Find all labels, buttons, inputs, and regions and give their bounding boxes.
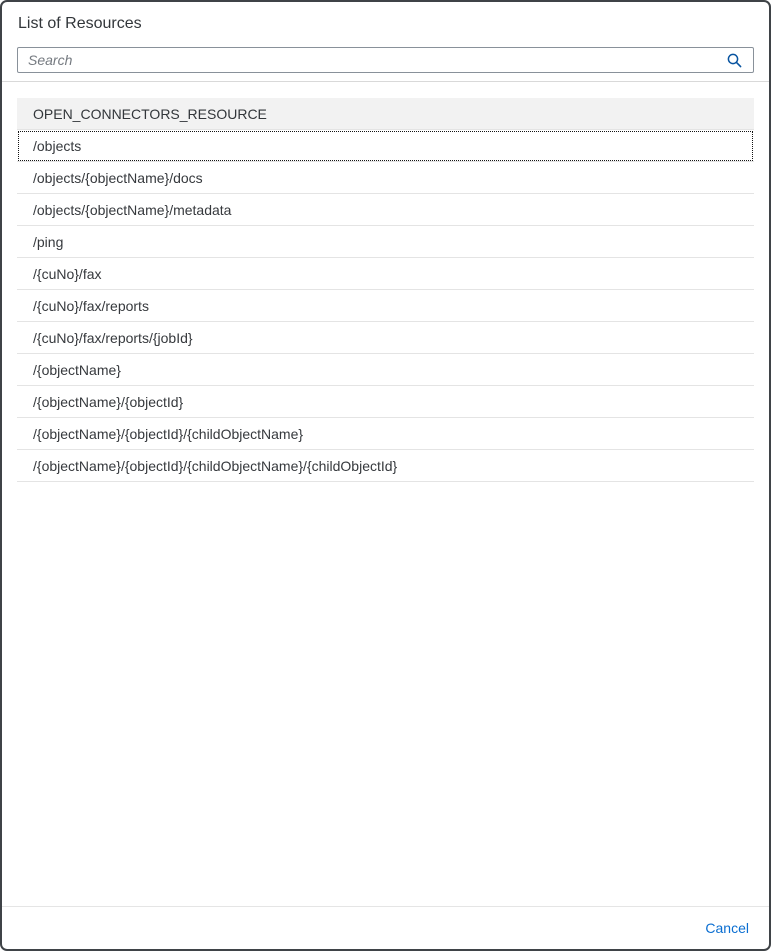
resource-path-label: /{cuNo}/fax: [33, 265, 102, 282]
resource-table: [2, 82, 769, 906]
resource-path-label: /{cuNo}/fax/reports: [33, 297, 149, 314]
table-row[interactable]: [17, 450, 754, 482]
resource-path-label: /{cuNo}/fax/reports/{jobId}: [33, 329, 193, 346]
dialog-header: [2, 2, 769, 33]
search-button[interactable]: [715, 48, 753, 72]
table-row[interactable]: [17, 354, 754, 386]
table-row[interactable]: [17, 226, 754, 258]
table-row[interactable]: [17, 130, 754, 162]
table-row[interactable]: [17, 194, 754, 226]
resource-path-label: /ping: [33, 233, 64, 250]
resource-path-label: /{objectName}/{objectId}: [33, 393, 184, 410]
dialog-subheader: [2, 33, 769, 82]
resource-path-label: /{objectName}: [33, 361, 121, 378]
table-row[interactable]: [17, 290, 754, 322]
resource-path-label: /objects/{objectName}/docs: [33, 169, 203, 186]
table-row[interactable]: [17, 322, 754, 354]
cancel-button[interactable]: Cancel: [701, 920, 753, 936]
table-row[interactable]: [17, 258, 754, 290]
search-icon: [726, 52, 743, 69]
table-row[interactable]: [17, 162, 754, 194]
search-input[interactable]: [18, 48, 715, 72]
table-body: [17, 130, 754, 482]
resource-path-label: /{objectName}/{objectId}/{childObjectName}/{childObjectId}: [33, 457, 398, 474]
resource-path-label: /objects: [33, 137, 82, 154]
column-header-label: OPEN_CONNECTORS_RESOURCE: [33, 105, 267, 122]
table-row[interactable]: [17, 418, 754, 450]
column-header: [17, 98, 754, 130]
resource-path-label: /{objectName}/{objectId}/{childObjectName}: [33, 425, 304, 442]
resource-path-label: /objects/{objectName}/metadata: [33, 201, 232, 218]
page-title: List of Resources: [18, 15, 142, 32]
search-field: [17, 47, 754, 73]
table-row[interactable]: [17, 386, 754, 418]
dialog-footer: [2, 906, 769, 949]
